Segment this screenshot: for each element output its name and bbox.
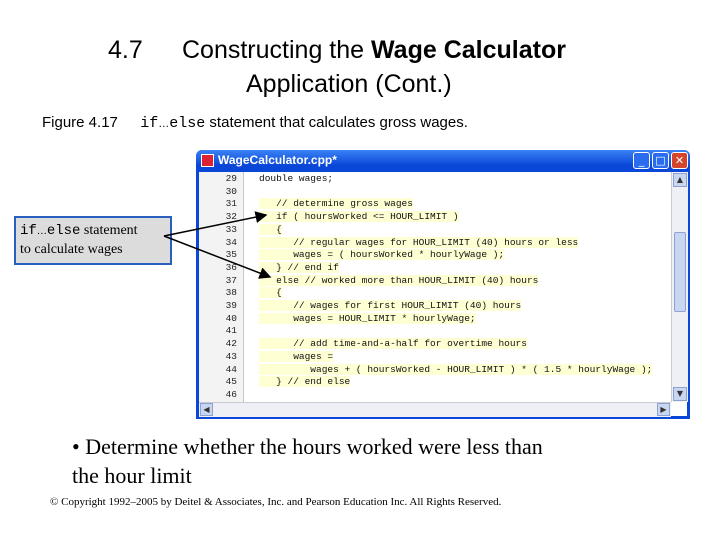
figure-code-if: if: [140, 115, 159, 132]
scroll-left-icon[interactable]: ◀: [200, 403, 213, 416]
figure-caption-text: statement that calculates gross wages.: [205, 114, 468, 131]
title-app-name: Wage Calculator: [371, 36, 566, 64]
callout-text: statement: [80, 223, 138, 238]
line-number: 45: [225, 376, 237, 388]
code-line[interactable]: wages + ( hoursWorked - HOUR_LIMIT ) * ( 1.5 * hourlyWage );: [259, 363, 653, 375]
figure-label: Figure 4.17: [42, 114, 118, 131]
line-number: 33: [225, 223, 237, 235]
line-number: 36: [225, 261, 237, 273]
code-line[interactable]: wages = ( hoursWorked * hourlyWage );: [259, 249, 505, 261]
slide-number: 4.7: [108, 36, 143, 64]
callout-line2: to calculate wages: [20, 242, 123, 257]
code-line[interactable]: {: [259, 223, 282, 235]
arrow-to-if: [164, 215, 266, 236]
line-number: 38: [225, 287, 237, 299]
bullet-marker: •: [72, 434, 80, 459]
callout-code-else: else: [46, 223, 81, 239]
line-number: 37: [225, 274, 237, 286]
code-line[interactable]: {: [259, 287, 282, 299]
line-number: 34: [225, 236, 237, 248]
arrow-to-else: [164, 236, 270, 277]
code-line[interactable]: // determine gross wages: [259, 198, 413, 210]
bullet-line2: the hour limit: [72, 463, 192, 488]
code-line[interactable]: } // end if: [259, 261, 339, 273]
bullet-line1: Determine whether the hours worked were less than: [85, 434, 543, 459]
code-line[interactable]: else // worked more than HOUR_LIMIT (40) hours: [259, 274, 539, 286]
minimize-button[interactable]: _: [633, 152, 650, 169]
maximize-button[interactable]: □: [652, 152, 669, 169]
line-number: 43: [225, 350, 237, 362]
scroll-right-icon[interactable]: ▶: [657, 403, 670, 416]
line-number: 42: [225, 338, 237, 350]
scroll-down-icon[interactable]: ▼: [673, 387, 687, 401]
code-line[interactable]: double wages;: [259, 173, 334, 184]
line-number: 39: [225, 300, 237, 311]
code-line[interactable]: if ( hoursWorked <= HOUR_LIMIT ): [259, 211, 459, 223]
line-number: 40: [225, 312, 237, 324]
line-number: 41: [225, 325, 237, 337]
line-number: 32: [225, 211, 237, 223]
figure-code-else: else: [169, 115, 206, 132]
line-number: 29: [225, 173, 237, 184]
line-number: 35: [225, 249, 237, 261]
code-line[interactable]: wages = HOUR_LIMIT * hourlyWage;: [259, 312, 476, 324]
close-button[interactable]: ✕: [671, 152, 688, 169]
line-number: 30: [225, 185, 237, 197]
line-number: 46: [225, 388, 237, 400]
figure-code-dots: …: [158, 118, 170, 130]
bullet-point: [72, 432, 543, 461]
window-title: WageCalculator.cpp*: [218, 153, 337, 167]
code-line[interactable]: // add time-and-a-half for overtime hours: [259, 338, 527, 350]
code-line[interactable]: // regular wages for HOUR_LIMIT (40) hours or less: [259, 236, 579, 248]
code-line[interactable]: } // end else: [259, 376, 351, 388]
copyright-notice: © Copyright 1992–2005 by Deitel & Associates, Inc. and Pearson Education Inc. All Rights Reserved.: [50, 496, 502, 508]
callout-code-if: if: [20, 223, 37, 239]
title-text: Constructing the: [182, 36, 371, 64]
line-number: 31: [225, 198, 237, 210]
line-number: 44: [225, 363, 237, 375]
code-line[interactable]: wages =: [259, 350, 334, 362]
scroll-up-icon[interactable]: ▲: [673, 173, 687, 187]
slide-title-line2: Application (Cont.): [246, 70, 452, 98]
code-line[interactable]: // wages for first HOUR_LIMIT (40) hours: [259, 300, 522, 311]
callout-code-dots: …: [36, 226, 47, 237]
